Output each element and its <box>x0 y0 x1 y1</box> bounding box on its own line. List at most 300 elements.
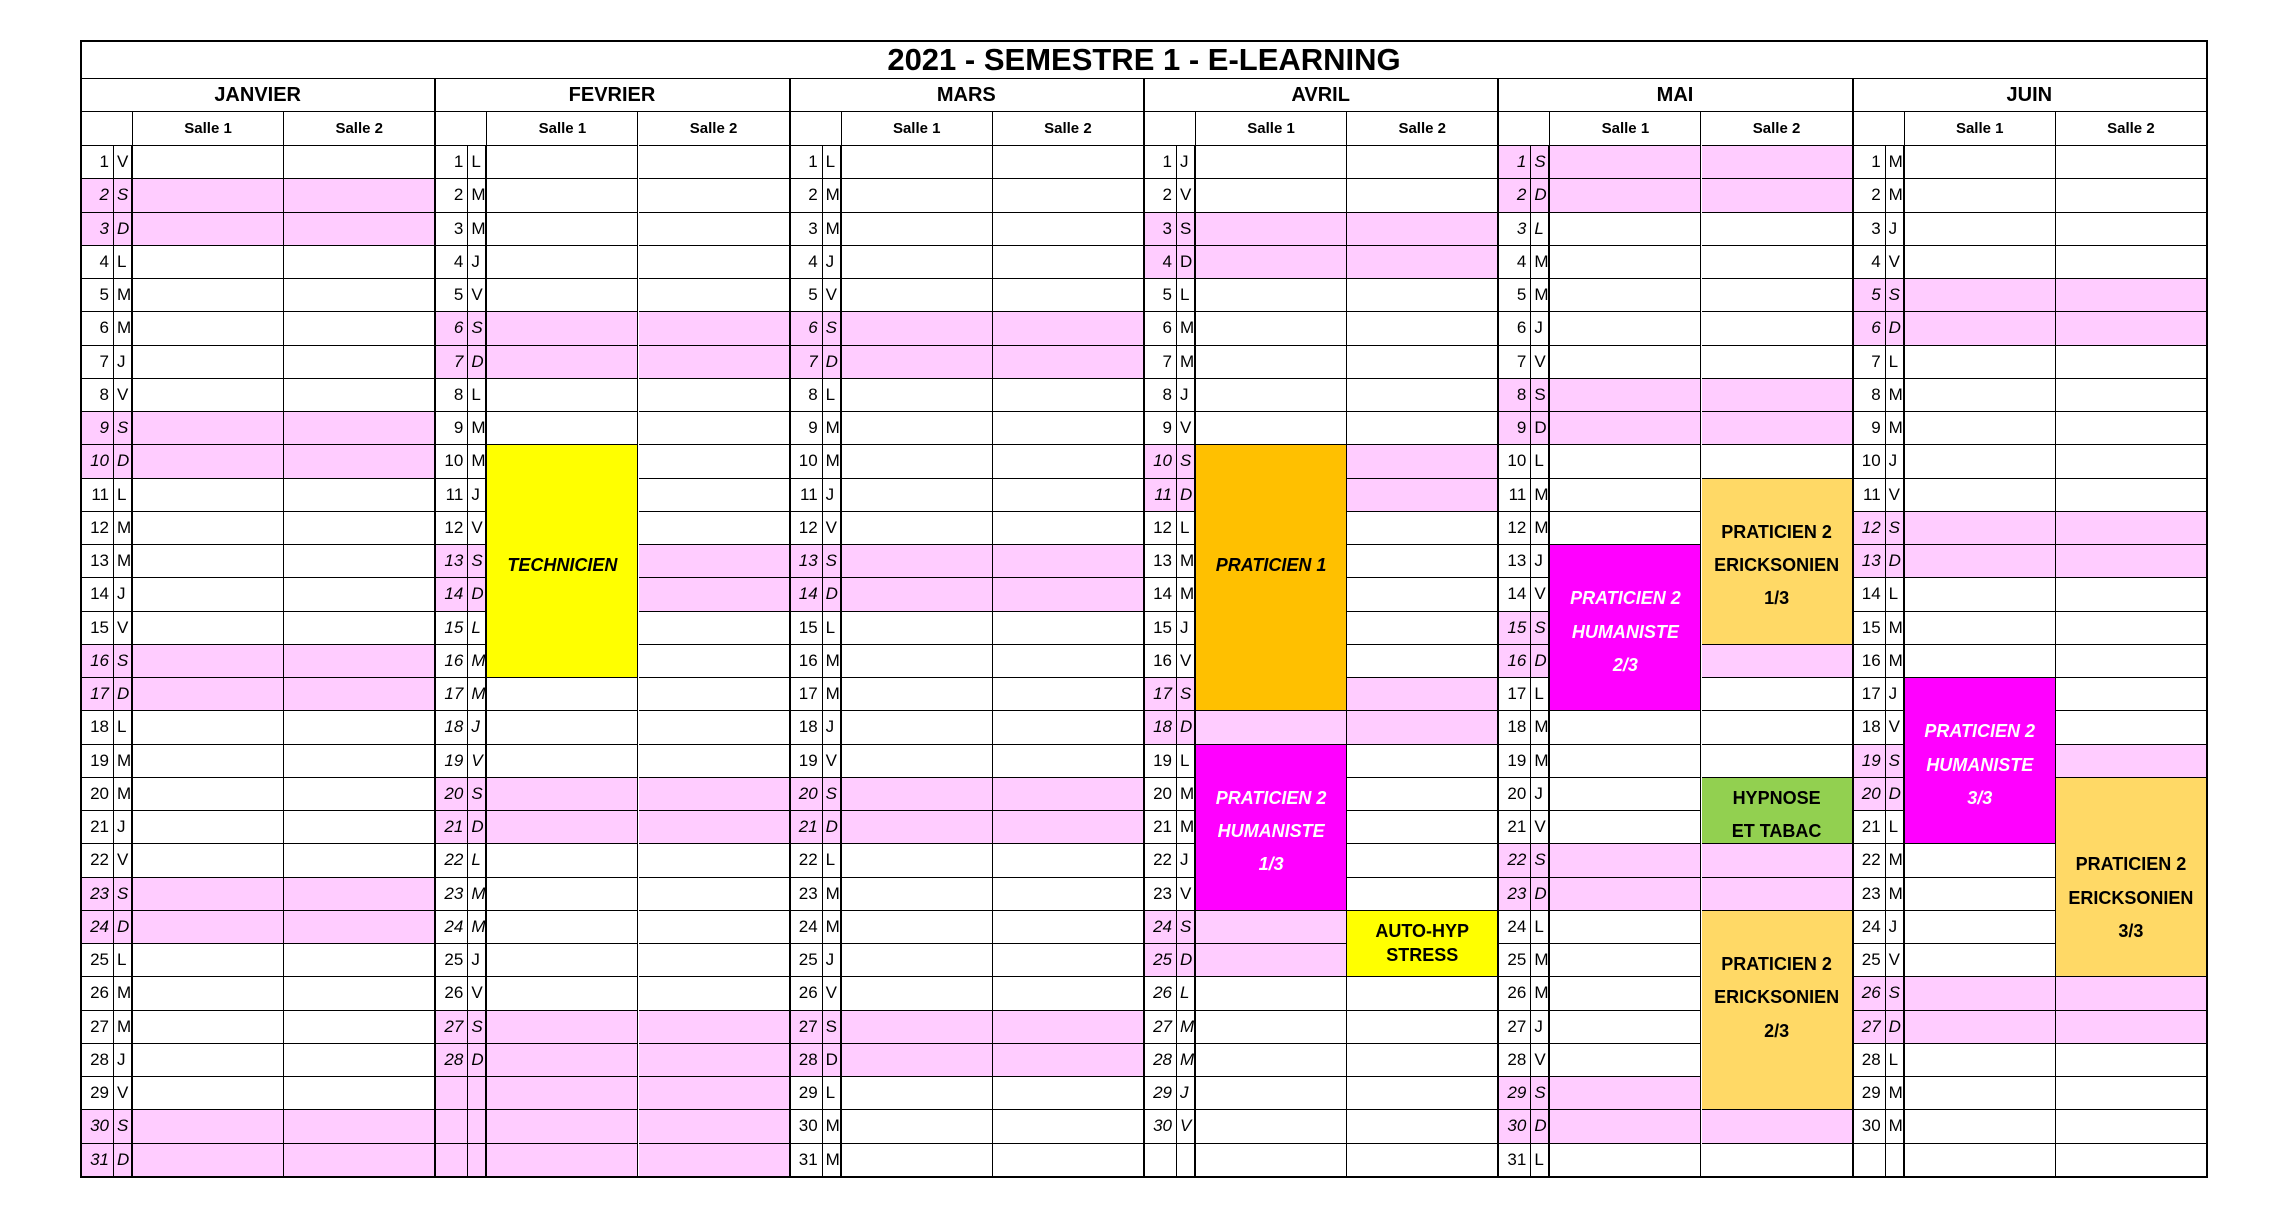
room-cell[interactable] <box>133 678 284 711</box>
room-cell[interactable] <box>1550 977 1701 1010</box>
room-cell[interactable] <box>1347 346 1498 379</box>
room-cell[interactable] <box>487 179 638 212</box>
room-cell[interactable] <box>2056 645 2207 678</box>
room-cell[interactable] <box>993 246 1144 279</box>
room-cell[interactable] <box>1702 645 1853 678</box>
room-cell[interactable] <box>1702 246 1853 279</box>
room-cell[interactable] <box>842 412 993 445</box>
room-cell[interactable] <box>1550 146 1701 179</box>
room-cell[interactable] <box>639 1044 790 1077</box>
room-cell[interactable] <box>1550 379 1701 412</box>
room-cell[interactable] <box>993 512 1144 545</box>
room-cell[interactable] <box>1550 479 1701 512</box>
room-cell[interactable] <box>2056 146 2207 179</box>
room-cell[interactable] <box>993 545 1144 578</box>
room-cell[interactable] <box>993 778 1144 811</box>
room-cell[interactable] <box>639 977 790 1010</box>
room-cell[interactable] <box>1905 246 2056 279</box>
room-cell[interactable] <box>842 645 993 678</box>
room-cell[interactable] <box>842 977 993 1010</box>
room-cell[interactable] <box>842 578 993 611</box>
room-cell[interactable] <box>639 279 790 312</box>
room-cell[interactable] <box>639 545 790 578</box>
room-cell[interactable] <box>2056 213 2207 246</box>
room-cell[interactable] <box>1905 379 2056 412</box>
room-cell[interactable] <box>284 445 435 478</box>
room-cell[interactable] <box>993 179 1144 212</box>
room-cell[interactable] <box>487 1144 638 1177</box>
room-cell[interactable] <box>2056 379 2207 412</box>
room-cell[interactable] <box>1550 213 1701 246</box>
room-cell[interactable] <box>1702 213 1853 246</box>
room-cell[interactable] <box>842 379 993 412</box>
room-cell[interactable] <box>1196 213 1347 246</box>
room-cell[interactable] <box>284 977 435 1010</box>
room-cell[interactable] <box>993 844 1144 877</box>
room-cell[interactable] <box>133 612 284 645</box>
event-block[interactable] <box>1196 445 1347 711</box>
room-cell[interactable] <box>1702 445 1853 478</box>
room-cell[interactable] <box>487 346 638 379</box>
room-cell[interactable] <box>284 811 435 844</box>
room-cell[interactable] <box>1905 1144 2056 1177</box>
room-cell[interactable] <box>842 445 993 478</box>
room-cell[interactable] <box>133 1011 284 1044</box>
room-cell[interactable] <box>487 312 638 345</box>
room-cell[interactable] <box>1347 246 1498 279</box>
room-cell[interactable] <box>1196 246 1347 279</box>
room-cell[interactable] <box>133 977 284 1010</box>
room-cell[interactable] <box>1702 1110 1853 1143</box>
room-cell[interactable] <box>133 778 284 811</box>
room-cell[interactable] <box>2056 1110 2207 1143</box>
room-cell[interactable] <box>1550 944 1701 977</box>
event-block[interactable] <box>1702 778 1853 845</box>
room-cell[interactable] <box>1702 844 1853 877</box>
room-cell[interactable] <box>487 1077 638 1110</box>
room-cell[interactable] <box>1905 612 2056 645</box>
room-cell[interactable] <box>993 911 1144 944</box>
room-cell[interactable] <box>2056 346 2207 379</box>
room-cell[interactable] <box>133 279 284 312</box>
room-cell[interactable] <box>133 312 284 345</box>
room-cell[interactable] <box>2056 479 2207 512</box>
room-cell[interactable] <box>284 312 435 345</box>
room-cell[interactable] <box>1347 179 1498 212</box>
room-cell[interactable] <box>842 1110 993 1143</box>
room-cell[interactable] <box>1550 179 1701 212</box>
room-cell[interactable] <box>284 1011 435 1044</box>
room-cell[interactable] <box>1905 179 2056 212</box>
room-cell[interactable] <box>487 745 638 778</box>
room-cell[interactable] <box>1550 711 1701 744</box>
room-cell[interactable] <box>133 412 284 445</box>
room-cell[interactable] <box>1905 944 2056 977</box>
room-cell[interactable] <box>842 844 993 877</box>
room-cell[interactable] <box>1550 1144 1701 1177</box>
room-cell[interactable] <box>133 944 284 977</box>
room-cell[interactable] <box>842 944 993 977</box>
room-cell[interactable] <box>993 745 1144 778</box>
room-cell[interactable] <box>284 412 435 445</box>
room-cell[interactable] <box>639 213 790 246</box>
room-cell[interactable] <box>1905 911 2056 944</box>
room-cell[interactable] <box>993 678 1144 711</box>
room-cell[interactable] <box>639 678 790 711</box>
room-cell[interactable] <box>1347 213 1498 246</box>
room-cell[interactable] <box>487 246 638 279</box>
room-cell[interactable] <box>1702 1144 1853 1177</box>
room-cell[interactable] <box>133 711 284 744</box>
room-cell[interactable] <box>639 1011 790 1044</box>
room-cell[interactable] <box>1550 1044 1701 1077</box>
room-cell[interactable] <box>842 811 993 844</box>
room-cell[interactable] <box>133 1044 284 1077</box>
room-cell[interactable] <box>1196 1044 1347 1077</box>
room-cell[interactable] <box>1550 745 1701 778</box>
room-cell[interactable] <box>1196 279 1347 312</box>
room-cell[interactable] <box>842 678 993 711</box>
room-cell[interactable] <box>993 412 1144 445</box>
room-cell[interactable] <box>842 911 993 944</box>
room-cell[interactable] <box>993 578 1144 611</box>
room-cell[interactable] <box>1196 346 1347 379</box>
room-cell[interactable] <box>993 479 1144 512</box>
room-cell[interactable] <box>1905 545 2056 578</box>
room-cell[interactable] <box>133 445 284 478</box>
room-cell[interactable] <box>284 711 435 744</box>
room-cell[interactable] <box>1550 778 1701 811</box>
room-cell[interactable] <box>1347 811 1498 844</box>
room-cell[interactable] <box>842 1011 993 1044</box>
room-cell[interactable] <box>1347 711 1498 744</box>
room-cell[interactable] <box>1347 1144 1498 1177</box>
room-cell[interactable] <box>487 844 638 877</box>
room-cell[interactable] <box>133 146 284 179</box>
room-cell[interactable] <box>133 479 284 512</box>
room-cell[interactable] <box>133 512 284 545</box>
room-cell[interactable] <box>993 146 1144 179</box>
room-cell[interactable] <box>842 213 993 246</box>
room-cell[interactable] <box>1702 678 1853 711</box>
room-cell[interactable] <box>284 512 435 545</box>
room-cell[interactable] <box>993 445 1144 478</box>
room-cell[interactable] <box>993 944 1144 977</box>
room-cell[interactable] <box>842 1144 993 1177</box>
room-cell[interactable] <box>487 944 638 977</box>
room-cell[interactable] <box>1550 412 1701 445</box>
room-cell[interactable] <box>2056 711 2207 744</box>
room-cell[interactable] <box>284 778 435 811</box>
room-cell[interactable] <box>284 479 435 512</box>
room-cell[interactable] <box>639 844 790 877</box>
room-cell[interactable] <box>2056 445 2207 478</box>
room-cell[interactable] <box>639 146 790 179</box>
room-cell[interactable] <box>487 878 638 911</box>
room-cell[interactable] <box>842 745 993 778</box>
room-cell[interactable] <box>1347 379 1498 412</box>
room-cell[interactable] <box>487 1110 638 1143</box>
room-cell[interactable] <box>1196 977 1347 1010</box>
room-cell[interactable] <box>487 146 638 179</box>
room-cell[interactable] <box>2056 279 2207 312</box>
room-cell[interactable] <box>284 1110 435 1143</box>
room-cell[interactable] <box>133 878 284 911</box>
room-cell[interactable] <box>284 1077 435 1110</box>
room-cell[interactable] <box>842 711 993 744</box>
room-cell[interactable] <box>1196 312 1347 345</box>
room-cell[interactable] <box>1702 146 1853 179</box>
room-cell[interactable] <box>1702 179 1853 212</box>
room-cell[interactable] <box>993 711 1144 744</box>
room-cell[interactable] <box>1905 213 2056 246</box>
room-cell[interactable] <box>133 745 284 778</box>
room-cell[interactable] <box>1196 179 1347 212</box>
room-cell[interactable] <box>2056 1011 2207 1044</box>
room-cell[interactable] <box>2056 745 2207 778</box>
room-cell[interactable] <box>1196 146 1347 179</box>
room-cell[interactable] <box>639 412 790 445</box>
room-cell[interactable] <box>1905 977 2056 1010</box>
event-block[interactable] <box>487 445 638 678</box>
room-cell[interactable] <box>1702 412 1853 445</box>
room-cell[interactable] <box>1702 711 1853 744</box>
room-cell[interactable] <box>2056 1144 2207 1177</box>
room-cell[interactable] <box>487 1011 638 1044</box>
event-block[interactable] <box>1905 678 2056 844</box>
room-cell[interactable] <box>284 379 435 412</box>
event-block[interactable] <box>1196 745 1347 911</box>
room-cell[interactable] <box>993 1044 1144 1077</box>
room-cell[interactable] <box>284 745 435 778</box>
room-cell[interactable] <box>639 1077 790 1110</box>
room-cell[interactable] <box>1196 412 1347 445</box>
room-cell[interactable] <box>639 878 790 911</box>
room-cell[interactable] <box>133 213 284 246</box>
room-cell[interactable] <box>133 911 284 944</box>
room-cell[interactable] <box>133 578 284 611</box>
room-cell[interactable] <box>487 711 638 744</box>
room-cell[interactable] <box>842 479 993 512</box>
room-cell[interactable] <box>842 612 993 645</box>
room-cell[interactable] <box>1905 479 2056 512</box>
room-cell[interactable] <box>1347 279 1498 312</box>
room-cell[interactable] <box>487 379 638 412</box>
room-cell[interactable] <box>1196 1144 1347 1177</box>
room-cell[interactable] <box>993 1077 1144 1110</box>
room-cell[interactable] <box>487 911 638 944</box>
room-cell[interactable] <box>284 678 435 711</box>
room-cell[interactable] <box>993 279 1144 312</box>
room-cell[interactable] <box>842 545 993 578</box>
room-cell[interactable] <box>487 1044 638 1077</box>
room-cell[interactable] <box>2056 1077 2207 1110</box>
room-cell[interactable] <box>1550 1011 1701 1044</box>
room-cell[interactable] <box>1905 1044 2056 1077</box>
room-cell[interactable] <box>2056 412 2207 445</box>
room-cell[interactable] <box>639 911 790 944</box>
room-cell[interactable] <box>284 878 435 911</box>
room-cell[interactable] <box>842 179 993 212</box>
room-cell[interactable] <box>1702 279 1853 312</box>
room-cell[interactable] <box>2056 977 2207 1010</box>
room-cell[interactable] <box>639 944 790 977</box>
room-cell[interactable] <box>1905 1110 2056 1143</box>
room-cell[interactable] <box>2056 312 2207 345</box>
event-block[interactable] <box>1347 911 1498 978</box>
room-cell[interactable] <box>1347 1110 1498 1143</box>
room-cell[interactable] <box>993 312 1144 345</box>
room-cell[interactable] <box>1702 312 1853 345</box>
room-cell[interactable] <box>487 811 638 844</box>
room-cell[interactable] <box>133 179 284 212</box>
room-cell[interactable] <box>1550 911 1701 944</box>
room-cell[interactable] <box>133 1110 284 1143</box>
room-cell[interactable] <box>1905 346 2056 379</box>
room-cell[interactable] <box>1550 346 1701 379</box>
room-cell[interactable] <box>1347 445 1498 478</box>
room-cell[interactable] <box>487 778 638 811</box>
event-block[interactable] <box>2056 778 2207 978</box>
room-cell[interactable] <box>1196 711 1347 744</box>
room-cell[interactable] <box>133 844 284 877</box>
room-cell[interactable] <box>1550 1110 1701 1143</box>
room-cell[interactable] <box>487 279 638 312</box>
room-cell[interactable] <box>1702 346 1853 379</box>
room-cell[interactable] <box>284 213 435 246</box>
room-cell[interactable] <box>842 1077 993 1110</box>
room-cell[interactable] <box>133 545 284 578</box>
room-cell[interactable] <box>1347 678 1498 711</box>
room-cell[interactable] <box>1905 279 2056 312</box>
room-cell[interactable] <box>993 379 1144 412</box>
room-cell[interactable] <box>1347 1077 1498 1110</box>
event-block[interactable] <box>1702 911 1853 1111</box>
room-cell[interactable] <box>133 645 284 678</box>
room-cell[interactable] <box>2056 179 2207 212</box>
room-cell[interactable] <box>993 645 1144 678</box>
room-cell[interactable] <box>1196 911 1347 944</box>
room-cell[interactable] <box>842 512 993 545</box>
room-cell[interactable] <box>1347 645 1498 678</box>
room-cell[interactable] <box>842 346 993 379</box>
room-cell[interactable] <box>1550 811 1701 844</box>
room-cell[interactable] <box>842 878 993 911</box>
room-cell[interactable] <box>1905 146 2056 179</box>
room-cell[interactable] <box>284 578 435 611</box>
room-cell[interactable] <box>1550 878 1701 911</box>
room-cell[interactable] <box>639 479 790 512</box>
event-block[interactable] <box>1702 479 1853 645</box>
room-cell[interactable] <box>1905 1077 2056 1110</box>
room-cell[interactable] <box>284 279 435 312</box>
room-cell[interactable] <box>1347 977 1498 1010</box>
room-cell[interactable] <box>2056 1044 2207 1077</box>
room-cell[interactable] <box>1347 545 1498 578</box>
room-cell[interactable] <box>639 1144 790 1177</box>
room-cell[interactable] <box>1702 878 1853 911</box>
room-cell[interactable] <box>284 246 435 279</box>
room-cell[interactable] <box>639 512 790 545</box>
room-cell[interactable] <box>1347 1044 1498 1077</box>
room-cell[interactable] <box>1347 878 1498 911</box>
room-cell[interactable] <box>1550 512 1701 545</box>
room-cell[interactable] <box>1702 745 1853 778</box>
room-cell[interactable] <box>1550 312 1701 345</box>
room-cell[interactable] <box>993 346 1144 379</box>
room-cell[interactable] <box>284 944 435 977</box>
room-cell[interactable] <box>1347 844 1498 877</box>
room-cell[interactable] <box>1550 844 1701 877</box>
room-cell[interactable] <box>1347 312 1498 345</box>
room-cell[interactable] <box>842 279 993 312</box>
room-cell[interactable] <box>1347 1011 1498 1044</box>
room-cell[interactable] <box>639 246 790 279</box>
room-cell[interactable] <box>639 811 790 844</box>
room-cell[interactable] <box>2056 512 2207 545</box>
room-cell[interactable] <box>639 778 790 811</box>
room-cell[interactable] <box>993 1011 1144 1044</box>
room-cell[interactable] <box>842 1044 993 1077</box>
room-cell[interactable] <box>2056 678 2207 711</box>
room-cell[interactable] <box>1905 312 2056 345</box>
room-cell[interactable] <box>133 346 284 379</box>
room-cell[interactable] <box>842 246 993 279</box>
event-block[interactable] <box>1550 545 1701 711</box>
room-cell[interactable] <box>1550 279 1701 312</box>
room-cell[interactable] <box>993 811 1144 844</box>
room-cell[interactable] <box>1905 1011 2056 1044</box>
room-cell[interactable] <box>639 445 790 478</box>
room-cell[interactable] <box>1196 944 1347 977</box>
room-cell[interactable] <box>639 379 790 412</box>
room-cell[interactable] <box>2056 246 2207 279</box>
room-cell[interactable] <box>993 977 1144 1010</box>
room-cell[interactable] <box>639 179 790 212</box>
room-cell[interactable] <box>842 312 993 345</box>
room-cell[interactable] <box>133 1077 284 1110</box>
room-cell[interactable] <box>639 312 790 345</box>
room-cell[interactable] <box>1347 612 1498 645</box>
room-cell[interactable] <box>487 678 638 711</box>
room-cell[interactable] <box>1347 479 1498 512</box>
room-cell[interactable] <box>993 878 1144 911</box>
room-cell[interactable] <box>284 1144 435 1177</box>
room-cell[interactable] <box>133 246 284 279</box>
room-cell[interactable] <box>1905 878 2056 911</box>
room-cell[interactable] <box>487 977 638 1010</box>
room-cell[interactable] <box>133 379 284 412</box>
room-cell[interactable] <box>1196 379 1347 412</box>
room-cell[interactable] <box>639 612 790 645</box>
room-cell[interactable] <box>1347 745 1498 778</box>
room-cell[interactable] <box>639 711 790 744</box>
room-cell[interactable] <box>993 612 1144 645</box>
room-cell[interactable] <box>2056 578 2207 611</box>
room-cell[interactable] <box>133 1144 284 1177</box>
room-cell[interactable] <box>993 1144 1144 1177</box>
room-cell[interactable] <box>1905 578 2056 611</box>
room-cell[interactable] <box>1905 844 2056 877</box>
room-cell[interactable] <box>993 213 1144 246</box>
room-cell[interactable] <box>639 346 790 379</box>
room-cell[interactable] <box>1196 1110 1347 1143</box>
room-cell[interactable] <box>284 612 435 645</box>
room-cell[interactable] <box>993 1110 1144 1143</box>
room-cell[interactable] <box>1347 512 1498 545</box>
room-cell[interactable] <box>284 645 435 678</box>
room-cell[interactable] <box>487 412 638 445</box>
